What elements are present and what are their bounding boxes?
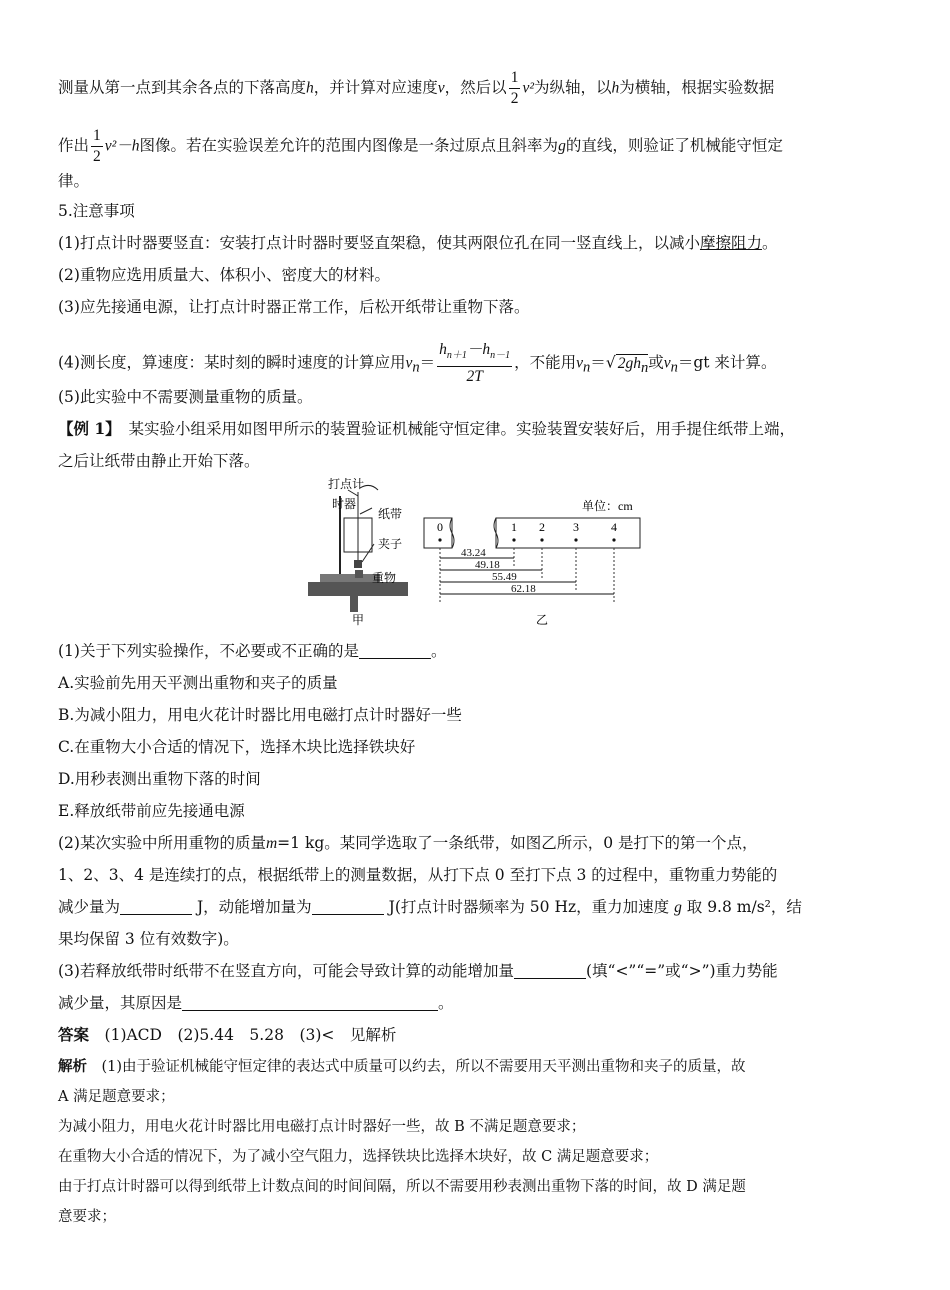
weight-rect [355,570,363,578]
tape-point-label-3: 3 [573,520,579,534]
note-2: (2)重物应选用质量大、体积小、密度大的材料。 [58,266,390,284]
text: 的直线，则验证了机械能守恒定 [565,136,783,155]
tape-point-label-1: 1 [511,520,517,534]
unit-label: 单位：cm [582,499,633,513]
clip-rect [354,560,362,568]
leader-clip [362,544,374,562]
intro-line-2 [58,126,783,167]
text: 。 [761,234,778,252]
sqrt-body [616,354,649,376]
answer-label: 答案 [58,1025,90,1044]
text: 。 [438,994,454,1012]
text: 或 [648,353,664,372]
question-1 [58,640,446,662]
answer-blank-2[interactable] [120,898,192,915]
answer-text: (1)ACD (2)5.44 5.28 (3)< 见解析 [104,1026,397,1044]
var-v2: v² [522,79,534,97]
answer-line [58,1024,396,1046]
tape-right-piece [496,518,640,548]
answer-blank-4[interactable] [514,962,586,979]
answer-blank-5[interactable] [182,994,438,1011]
tape-dot-2 [540,538,543,541]
text: (填“<”“=”或“>”)重力势能 [585,962,778,980]
text: ＝ [590,353,606,372]
tape-dimensions [440,547,614,595]
note-4 [58,340,776,387]
frac-num [437,340,512,367]
question-3-line-2 [58,992,454,1014]
option-c: C.在重物大小合适的情况下，选择木块比选择铁块好 [58,738,416,756]
sub-n: n [670,359,678,376]
sub: n＋1 [446,350,467,362]
frac-num: 1 [91,126,103,147]
analysis-line-4: 在重物大小合适的情况下，为了减小空气阻力，选择铁块比选择木块好，故 C 满足题意要求； [58,1149,659,1165]
sub-n: n [412,359,420,376]
analysis-line-2: A 满足题意要求； [58,1089,175,1105]
analysis-line-6: 意要求； [58,1209,116,1225]
label-tape: 纸带 [378,507,403,521]
text: 取 9.8 m/s²，结 [686,898,802,916]
analysis-line-3: 为减小阻力，用电火花计时器比用电磁打点计时器好一些，故 B 不满足题意要求； [58,1119,586,1135]
text: ，并计算对应速度 [313,78,438,97]
figure-svg [300,478,650,628]
question-2-line-4: 果均保留 3 位有效数字)。 [58,930,239,948]
answer-blank-3[interactable] [312,898,384,915]
text: =1 kg。某同学选取了一条纸带，如图乙所示，0 是打下的第一个点， [277,834,758,852]
note-5: (5)此实验中不需要测量重物的质量。 [58,388,313,406]
tape-yi [424,499,640,627]
dimension-label-1: 43.24 [461,547,486,559]
text: ＝ [419,353,436,372]
text: ＝gt 来计算。 [677,353,777,372]
analysis-label: 解析 [58,1058,87,1075]
caption-jia: 甲 [352,613,365,627]
fraction-half [91,126,103,167]
analysis-line-1 [58,1056,746,1078]
text: 为纵轴，以 [533,78,612,97]
note-3: (3)应先接通电源，让打点计时器正常工作，后松开纸带让重物下落。 [58,298,530,316]
question-2-line-2: 1、2、3、4 是连续打的点，根据纸带上的测量数据，从打下点 0 至打下点 3 的过程中，重物重力势能的 [58,866,778,884]
dimension-label-2: 49.18 [475,559,500,571]
option-a: A.实验前先用天平测出重物和夹子的质量 [58,674,338,692]
sub-n: n [640,359,649,376]
var-m: m [265,835,278,852]
fraction-half [509,68,521,109]
text: (1)关于下列实验操作，不必要或不正确的是 [58,642,359,660]
frac-den: 2T [466,368,483,386]
label-weight: 重物 [372,571,397,585]
text: 减少量为 [58,898,121,916]
question-2-line-3 [58,896,802,919]
leader-tape [360,508,372,514]
example-line-2: 之后让纸带由静止开始下落。 [58,452,260,470]
dimension-label-4: 62.18 [511,583,536,595]
text: ，然后以 [444,78,507,97]
option-e: E.释放纸带前应先接通电源 [58,802,245,820]
text: 测量从第一点到其余各点的下落高度 [58,78,307,97]
text: 。 [430,642,447,660]
text: J，动能增加量为 [196,898,312,916]
var-v: v [576,354,584,372]
underlined-term: 摩擦阻力 [699,234,762,252]
tape-point-label-2: 2 [539,520,545,534]
dimension-label-3: 55.49 [492,571,517,583]
question-3-line-1 [58,960,778,982]
sub: n－1 [490,350,511,362]
example-line-1 [58,418,795,440]
frac-num: 1 [509,68,521,89]
text: 某实验小组采用如图甲所示的装置验证机械能守恒定律。实验装置安装好后，用手提住纸带上端， [128,420,795,438]
answer-blank-1[interactable] [359,642,431,659]
intro-line-1 [58,68,774,109]
sqrt-sign: √ [605,353,616,372]
text: (1)打点计时器要竖直：安装打点计时器时要竖直架稳，使其两限位孔在同一竖直线上，以减小 [58,234,700,252]
sub-n: n [583,359,591,376]
frac-den: 2 [510,90,519,107]
text: 作出 [58,136,90,155]
text: 减少量，其原因是 [58,994,183,1012]
option-d: D.用秒表测出重物下落的时间 [58,770,261,788]
stand-base [320,574,380,582]
analysis-line-5: 由于打点计时器可以得到纸带上计数点间的时间间隔，所以不需要用秒表测出重物下落的时间，故 D 满足题 [58,1179,746,1195]
tape-point-label-4: 4 [611,520,617,534]
var-h: h [611,79,620,97]
question-2-line-1 [58,832,758,855]
var-g: g [674,899,682,916]
text: 为横轴，根据实验数据 [619,78,775,97]
tape-dot-1 [512,538,515,541]
tape-dot-3 [574,538,577,541]
frac-den: 2 [93,148,101,165]
clamp [350,596,358,612]
label-timer: 打点计 [328,478,365,491]
section-heading: 5.注意事项 [58,202,135,220]
expr-v2h: v²－h [104,137,140,155]
text: (4)测长度，算速度：某时刻的瞬时速度的计算应用 [58,353,406,372]
text: ，不能用 [514,353,577,372]
var-v: v [437,79,445,97]
label-clip: 夹子 [378,537,403,551]
text: 图像。若在实验误差允许的范围内图像是一条过原点且斜率为 [139,136,559,155]
apparatus-jia [308,478,408,627]
text: (2)某次实验中所用重物的质量 [58,834,266,852]
var-h: h [439,341,447,358]
tape-point-label-0: 0 [437,520,443,534]
fraction-velocity [437,340,512,387]
apparatus-figure [300,478,650,628]
tape-dot-4 [612,538,615,541]
var-v: v [663,354,671,372]
tape-dot-0 [438,538,441,541]
var-h: h [306,79,314,97]
text: (3)若释放纸带时纸带不在竖直方向，可能会导致计算的动能增加量 [58,962,514,980]
var-g: g [558,137,566,155]
example-label: 【例 1】 [58,419,113,438]
option-b: B.为减小阻力，用电火花计时器比用电磁打点计时器好一些 [58,706,462,724]
caption-yi: 乙 [536,613,549,627]
text: (1)由于验证机械能守恒定律的表达式中质量可以约去，所以不需要用天平测出重物和夹子的质量，故 [101,1059,746,1075]
note-1 [58,232,778,254]
text: J(打点计时器频率为 50 Hz，重力加速度 [388,898,670,916]
text: 2gh [617,354,641,372]
text: －h [466,341,491,358]
label-timer-2: 时器 [332,497,357,511]
var-v: v [405,354,413,372]
intro-line-3: 律。 [58,172,90,190]
